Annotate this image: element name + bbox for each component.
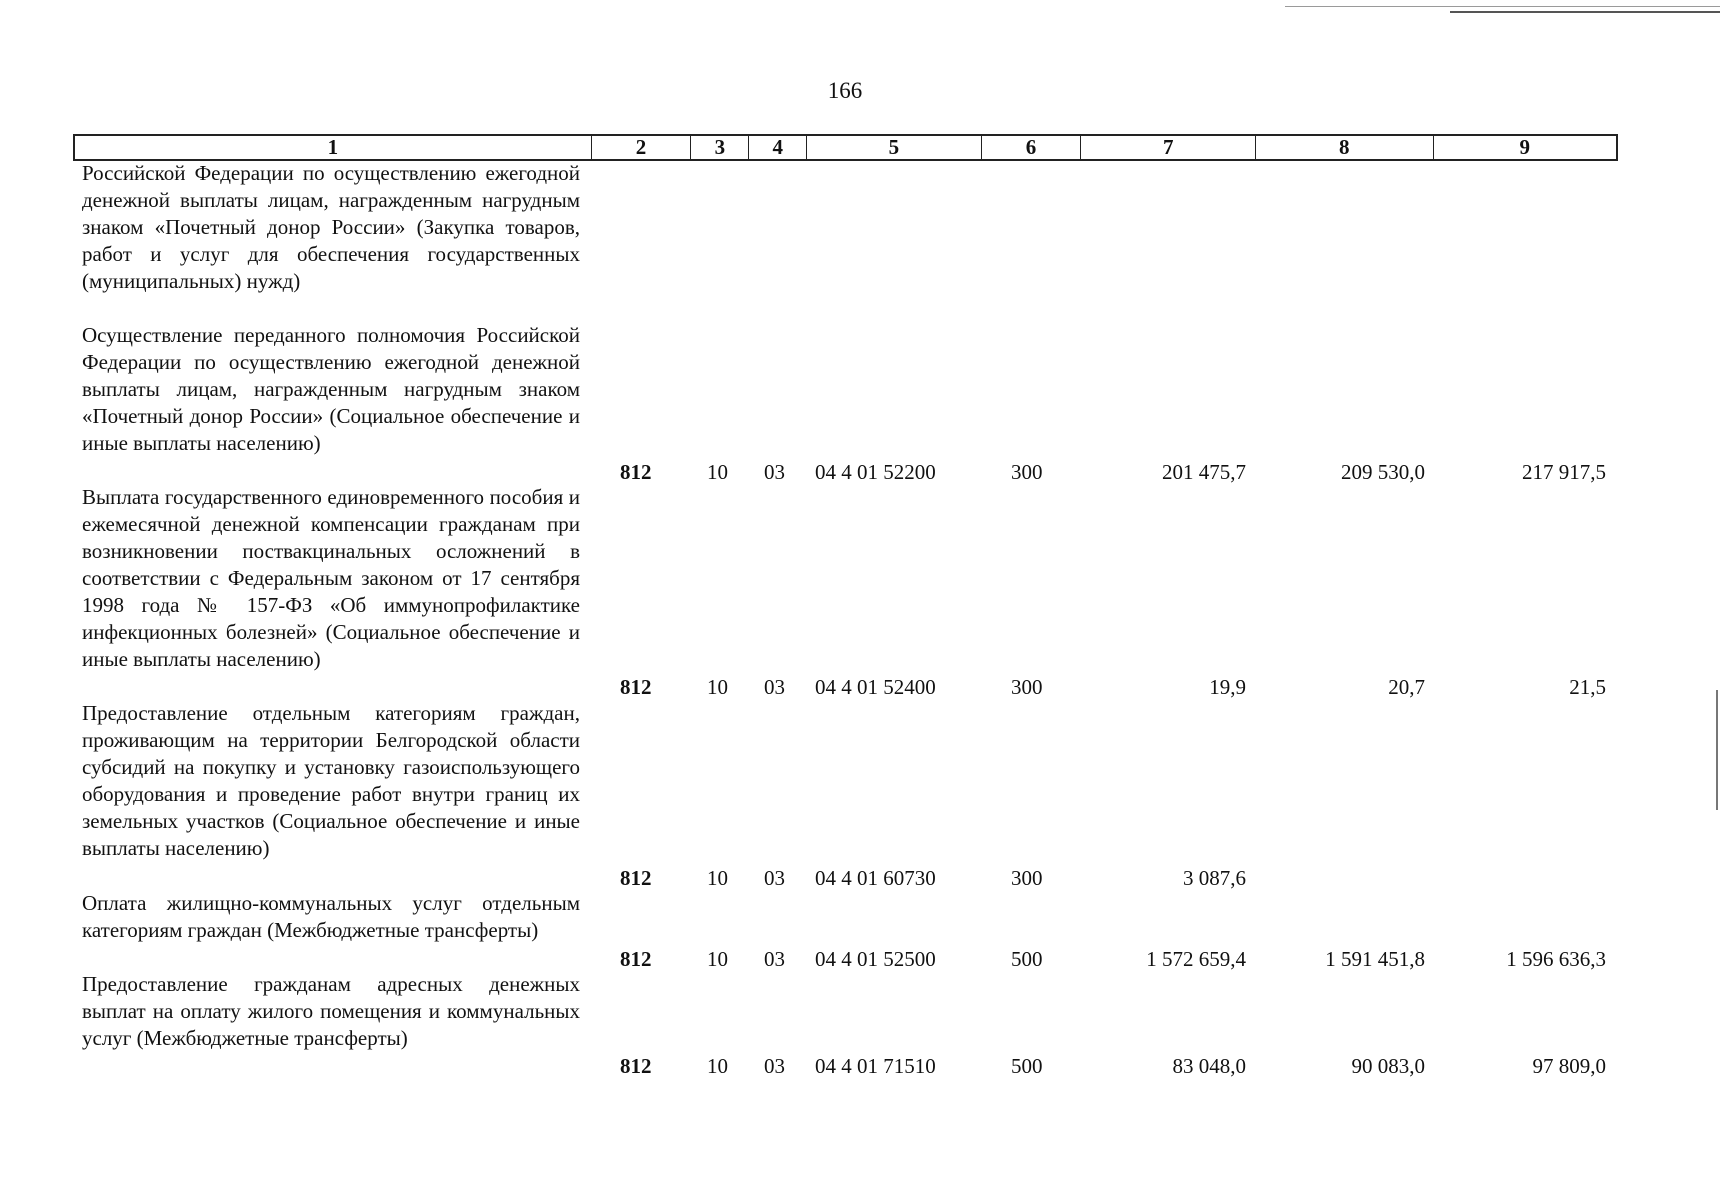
- cell-target-article: 04 4 01 60730: [815, 866, 936, 890]
- cell-amount-year1: 201 475,7: [1162, 460, 1246, 484]
- header-col-2: 2: [592, 136, 692, 159]
- cell-amount-year2: 90 083,0: [1351, 1054, 1425, 1078]
- cell-admin-code: 812: [620, 460, 652, 484]
- header-col-4: 4: [749, 136, 807, 159]
- cell-amount-year1: 1 572 659,4: [1146, 947, 1246, 971]
- table-row: [0, 460, 1720, 486]
- cell-amount-year2: 209 530,0: [1341, 460, 1425, 484]
- cell-section: 10: [707, 866, 728, 890]
- header-col-1: 1: [75, 136, 592, 159]
- continuation-description: Российской Федерации по осуществлению ежегодной денежной выплаты лицам, награжденным нагрудным знаком «Почетный донор России» (Закупка товаров, работ и услуг для обеспечения государственных (муниципальных) нужд): [82, 161, 580, 293]
- cell-target-article: 04 4 01 71510: [815, 1054, 936, 1078]
- table-row: [0, 866, 1720, 892]
- cell-section: 10: [707, 460, 728, 484]
- cell-expense-type: 500: [1011, 1054, 1043, 1078]
- header-col-3: 3: [691, 136, 749, 159]
- header-col-7: 7: [1081, 136, 1256, 159]
- cell-amount-year2: 20,7: [1388, 675, 1425, 699]
- cell-amount-year1: 83 048,0: [1172, 1054, 1246, 1078]
- cell-expense-type: 300: [1011, 866, 1043, 890]
- row-description: Предоставление гражданам адресных денежных выплат на оплату жилого помещения и коммунальных услуг (Межбюджетные трансферты): [82, 972, 580, 1050]
- cell-expense-type: 500: [1011, 947, 1043, 971]
- header-col-5: 5: [807, 136, 982, 159]
- table-row: [0, 1054, 1720, 1080]
- row-description: Выплата государственного единовременного пособия и ежемесячной денежной компенсации гражданам при возникновении поствакцинальных осложнений в соответствии с Федеральным законом от 17 сентября 1998 года № 157-ФЗ «Об иммунопрофилактике инфекционных болезней» (Социальное обеспечение и иные выплаты населению): [82, 485, 580, 671]
- page-number: 166: [827, 78, 863, 103]
- cell-section: 10: [707, 947, 728, 971]
- header-col-6: 6: [982, 136, 1082, 159]
- header-col-8: 8: [1256, 136, 1434, 159]
- cell-subsection: 03: [764, 866, 785, 890]
- table-row: [0, 947, 1720, 973]
- table-row: [0, 675, 1720, 701]
- cell-subsection: 03: [764, 460, 785, 484]
- row-description: Оплата жилищно-коммунальных услуг отдельным категориям граждан (Межбюджетные трансферты): [82, 891, 580, 942]
- cell-target-article: 04 4 01 52500: [815, 947, 936, 971]
- cell-subsection: 03: [764, 1054, 785, 1078]
- cell-amount-year1: 3 087,6: [1183, 866, 1246, 890]
- cell-admin-code: 812: [620, 675, 652, 699]
- cell-target-article: 04 4 01 52200: [815, 460, 936, 484]
- cell-admin-code: 812: [620, 947, 652, 971]
- cell-subsection: 03: [764, 675, 785, 699]
- cell-amount-year1: 19,9: [1209, 675, 1246, 699]
- header-col-9: 9: [1519, 135, 1531, 159]
- cell-expense-type: 300: [1011, 675, 1043, 699]
- row-description: Осуществление переданного полномочия Российской Федерации по осуществлению ежегодной денежной выплаты лицам, награжденным нагрудным знаком «Почетный донор России» (Социальное обеспечение и иные выплаты населению): [82, 323, 580, 455]
- cell-expense-type: 300: [1011, 460, 1043, 484]
- cell-section: 10: [707, 1054, 728, 1078]
- cell-admin-code: 812: [620, 1054, 652, 1078]
- cell-admin-code: 812: [620, 866, 652, 890]
- cell-amount-year3: 21,5: [1569, 675, 1606, 699]
- cell-section: 10: [707, 675, 728, 699]
- cell-amount-year3: 97 809,0: [1532, 1054, 1606, 1078]
- row-description: Предоставление отдельным категориям граждан, проживающим на территории Белгородской области субсидий на покупку и установку газоиспользующего оборудования и проведение работ внутри границ их земельных участков (Социальное обеспечение и иные выплаты населению): [82, 701, 580, 860]
- cell-subsection: 03: [764, 947, 785, 971]
- cell-amount-year2: 1 591 451,8: [1325, 947, 1425, 971]
- cell-target-article: 04 4 01 52400: [815, 675, 936, 699]
- cell-amount-year3: 217 917,5: [1522, 460, 1606, 484]
- cell-amount-year3: 1 596 636,3: [1506, 947, 1606, 971]
